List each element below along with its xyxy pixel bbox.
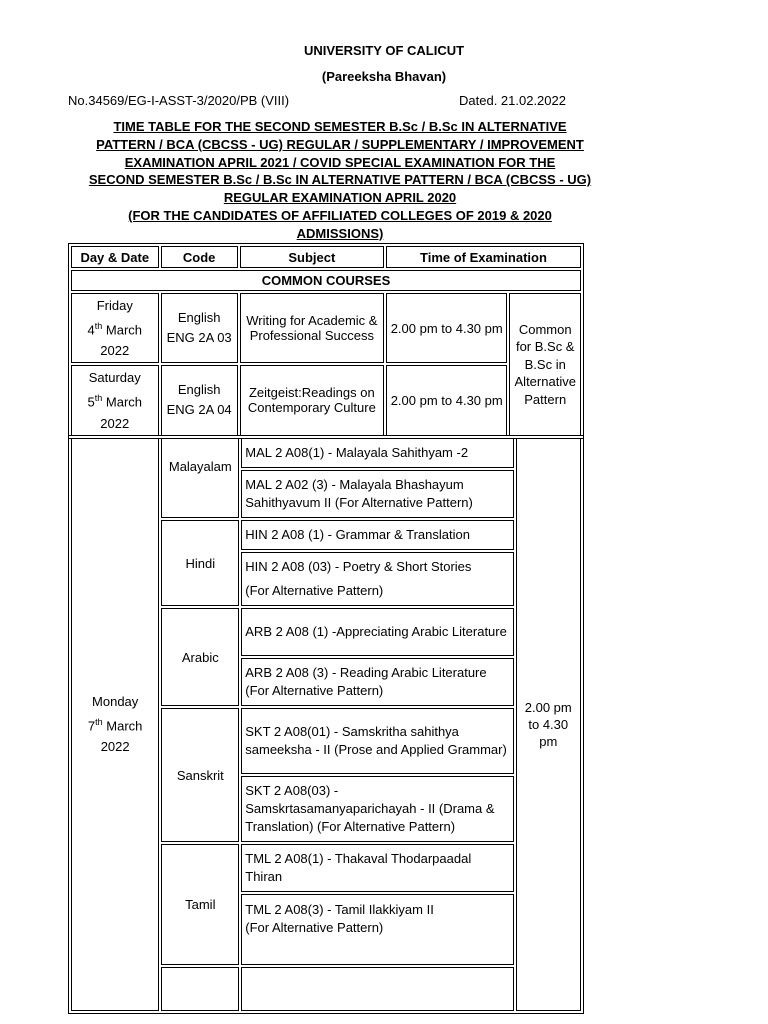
- code-cell: [161, 293, 238, 363]
- subject-cell: Writing for Academic & Professional Success: [240, 293, 384, 363]
- title-line: EXAMINATION APRIL 2021 / COVID SPECIAL EXAMINATION FOR THE: [124, 154, 556, 170]
- date-cell: [71, 365, 159, 435]
- subject-cell: MAL 2 A02 (3) - Malayala Bhashayum Sahithyavum II (For Alternative Pattern): [241, 470, 513, 518]
- title-line: TIME TABLE FOR THE SECOND SEMESTER B.Sc / B.Sc IN ALTERNATIVE: [113, 119, 567, 134]
- date-number: 4: [87, 322, 95, 338]
- subject-cell: SKT 2 A08(03) - Samskrtasamanyaparichayah - II (Drama & Translation) (For Alternative Pattern): [241, 776, 513, 842]
- title-line: SECOND SEMESTER B.Sc / B.Sc IN ALTERNATIVE PATTERN / BCA (CBCSS - UG): [88, 172, 592, 188]
- header-time: Time of Examination: [386, 246, 581, 268]
- common-note: Common for B.Sc & B.Sc in Alternative Pattern: [509, 293, 581, 436]
- header-code: Code: [161, 246, 238, 268]
- subject-cell: ARB 2 A08 (3) - Reading Arabic Literature (For Alternative Pattern): [241, 658, 513, 706]
- document-title: [62, 118, 618, 243]
- code-text: ENG 2A 04: [166, 402, 232, 418]
- subject-cell: ARB 2 A08 (1) -Appreciating Arabic Literature: [241, 608, 513, 656]
- subject-cell: Zeitgeist:Readings on Contemporary Culture: [240, 365, 384, 435]
- office-name: (Pareeksha Bhavan): [321, 69, 447, 84]
- subject-cell: HIN 2 A08 (1) - Grammar & Translation: [241, 520, 513, 550]
- year-text: 2022: [100, 415, 130, 431]
- time-cell: 2.00 pm to 4.30 pm: [386, 365, 508, 435]
- section-title: COMMON COURSES: [71, 270, 581, 291]
- subject-cell: [241, 552, 513, 606]
- month-text: March: [106, 718, 143, 734]
- common-courses-table: [68, 243, 584, 439]
- day-text: Saturday: [88, 370, 141, 386]
- language-group: Malayalam: [161, 438, 239, 518]
- language-group: Hindi: [161, 520, 239, 606]
- subject-line: HIN 2 A08 (03) - Poetry & Short Stories: [245, 559, 472, 574]
- year-text: 2022: [100, 738, 130, 754]
- year-text: 2022: [100, 343, 130, 359]
- empty-cell: [161, 967, 239, 1011]
- section-row: [71, 270, 581, 291]
- subject-cell: [241, 894, 513, 965]
- document-date: Dated. 21.02.2022: [459, 93, 566, 108]
- subject-cell: MAL 2 A08(1) - Malayala Sahithyam -2: [241, 438, 513, 468]
- table-row: [71, 293, 581, 363]
- header-day-date: Day & Date: [71, 246, 159, 268]
- reference-number: No.34569/EG-I-ASST-3/2020/PB (VIII): [68, 93, 290, 108]
- time-cell: 2.00 pm to 4.30 pm: [516, 438, 581, 1011]
- title-line: ADMISSIONS): [296, 225, 384, 241]
- date-cell: [71, 293, 159, 363]
- header-subject: Subject: [240, 246, 384, 268]
- subject-cell: SKT 2 A08(01) - Samskritha sahithya sameeksha - II (Prose and Applied Grammar): [241, 708, 513, 774]
- day-text: Friday: [96, 298, 133, 313]
- code-cell: [161, 365, 238, 435]
- subject-line: (For Alternative Pattern): [245, 583, 384, 598]
- university-name: UNIVERSITY OF CALICUT: [303, 43, 465, 58]
- empty-cell: [241, 967, 513, 1011]
- date-cell: [71, 438, 159, 1011]
- time-cell: 2.00 pm to 4.30 pm: [386, 293, 508, 363]
- subject-line: (For Alternative Pattern): [245, 920, 384, 935]
- date-number: 7: [87, 718, 96, 734]
- date-suffix: th: [94, 393, 103, 404]
- subject-cell: TML 2 A08(1) - Thakaval Thodarpaadal Thiran: [241, 844, 513, 892]
- table-row: [71, 365, 581, 435]
- date-suffix: th: [94, 321, 103, 331]
- language-text: English: [177, 310, 221, 326]
- title-line: (FOR THE CANDIDATES OF AFFILIATED COLLEGES OF 2019 & 2020: [128, 207, 552, 223]
- language-group: Tamil: [161, 844, 239, 965]
- subject-line: TML 2 A08(3) - Tamil Ilakkiyam II: [245, 902, 434, 917]
- month-text: March: [105, 394, 143, 410]
- table-row: [71, 438, 581, 468]
- date-number: 5: [87, 394, 95, 410]
- title-line: REGULAR EXAMINATION APRIL 2020: [223, 190, 457, 206]
- code-text: ENG 2A 03: [166, 330, 232, 346]
- language-group: Sanskrit: [161, 708, 239, 842]
- header-row: [71, 246, 581, 268]
- title-line: PATTERN / BCA (CBCSS - UG) REGULAR / SUPPLEMENTARY / IMPROVEMENT: [96, 136, 584, 152]
- language-courses-table: [68, 435, 584, 1014]
- day-text: Monday: [92, 694, 139, 710]
- language-text: English: [177, 382, 221, 398]
- date-suffix: th: [95, 717, 103, 728]
- month-text: March: [105, 322, 143, 338]
- language-group: Arabic: [161, 608, 239, 706]
